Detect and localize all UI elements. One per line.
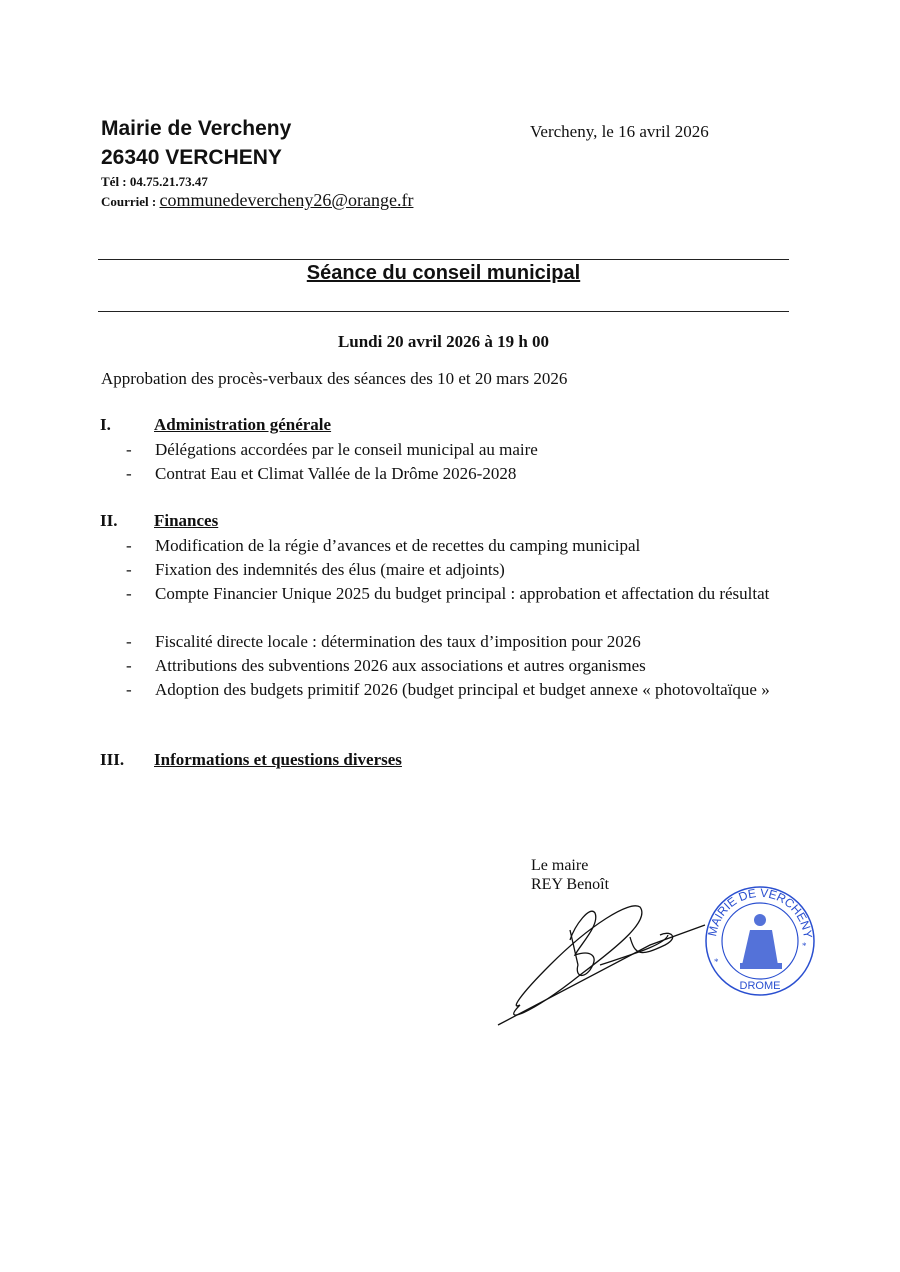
phone: Tél : 04.75.21.73.47: [101, 174, 208, 189]
handwritten-signature: [490, 895, 720, 1035]
stamp-bottom-text: DROME: [739, 980, 781, 992]
meeting-date: Lundi 20 avril 2026 à 19 h 00: [337, 332, 550, 351]
list-item: - Compte Financier Unique 2025 du budget principal : approbation et affectation du résultat: [126, 584, 770, 603]
section-title: Informations et questions diverses: [154, 750, 402, 769]
svg-text:*: *: [714, 957, 719, 967]
page-title: Séance du conseil municipal: [306, 262, 581, 284]
place-date: Vercheny, le 16 avril 2026: [530, 122, 709, 141]
email-label: Courriel :: [101, 194, 157, 209]
divider-bottom: [98, 311, 789, 312]
org-name: Mairie de Vercheny: [101, 117, 292, 140]
svg-text:*: *: [802, 941, 807, 951]
email-line: [101, 190, 413, 211]
section-title: Administration générale: [154, 415, 332, 434]
list-item: - Modification de la régie d’avances et de recettes du camping municipal: [126, 536, 641, 555]
list-item: - Fiscalité directe locale : détermination des taux d’imposition pour 2026: [126, 632, 641, 651]
section-number: II.: [100, 511, 118, 530]
section-number: I.: [100, 415, 111, 434]
signatory: [531, 856, 609, 894]
intro: Approbation des procès-verbaux des séances des 10 et 20 mars 2026: [101, 369, 568, 388]
official-stamp: [700, 885, 820, 997]
signatory-role: Le maire: [531, 857, 589, 874]
section-number: III.: [100, 750, 125, 769]
list-item: - Attributions des subventions 2026 aux associations et autres organismes: [126, 656, 646, 675]
signatory-name: REY Benoît: [531, 876, 610, 893]
section-title: Finances: [154, 511, 219, 530]
stamp-text: MAIRIE DE VERCHENY: [705, 885, 816, 940]
email-link[interactable]: communedevercheny26@orange.fr: [159, 190, 414, 210]
list-item: - Fixation des indemnités des élus (maire et adjoints): [126, 560, 505, 579]
postal-city: 26340 VERCHENY: [101, 146, 282, 169]
list-item: - Contrat Eau et Climat Vallée de la Drôme 2026-2028: [126, 464, 517, 483]
list-item: - Adoption des budgets primitif 2026 (budget principal et budget annexe « photovoltaïque »: [126, 680, 770, 699]
list-item: - Délégations accordées par le conseil municipal au maire: [126, 440, 538, 459]
